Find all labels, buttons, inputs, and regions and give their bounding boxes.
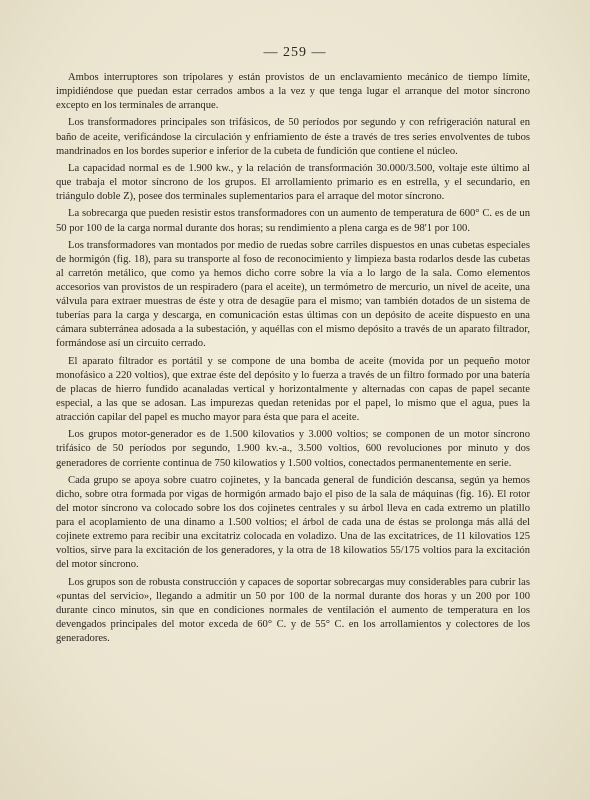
paragraph-cojinetes: Cada grupo se apoya sobre cuatro cojinetes, y la bancada general de fundición descansa, según ya hemos dicho, sobre otra formada por vigas de hormigón armado bajo el piso de la sala de máquinas (fig. 16). El rotor del motor síncrono va colocado sobre los dos cojinetes centrales y su árbol lleva en cada extremo un platillo para el acoplamiento de una dinamo a 1.500 voltios; el árbol de cada una de éstas se prolonga más allá del cojinete extremo para recibir una excitatriz colocada en voladizo. Una de las excitatrices, de 11 kilovatios 125 voltios, sirve para la excitación de los generadores, y la otra de 18 kilowatios 55/175 voltios para la excitación del motor síncrono. bbox=[56, 474, 530, 571]
paragraph-montaje-transformadores: Los transformadores van montados por medio de ruedas sobre carriles dispuestos en unas cubetas especiales de hormigón (fig. 18), para su transporte al foso de reconocimiento y limpieza basta rodarlos desde las cubetas al carretón metálico, que como ya hemos dicho corre sobre la vía a lo largo de la sala. Como elementos accesorios van provistos de un respiradero (para el aceite), un termómetro de mercurio, un nivel de aceite, una válvula para extraer muestras de éste y otra de desagüe para el mismo; van también dotados de un sistema de tuberías para la carga y descarga, en comunicación estas últimas con un depósito de aceite dispuesto en una cámara subterránea adosada a la subestación, y aquéllas con el mismo depósito a través de un aparato filtrador, formándose así un circuito cerrado. bbox=[56, 239, 530, 350]
paragraph-aparato-filtrador: El aparato filtrador es portátil y se compone de una bomba de aceite (movida por un pequeño motor monofásico a 220 voltios), que extrae éste del depósito y lo fuerza a través de un filtro formado por una batería de placas de hierro fundido acanaladas vertical y horizontalmente y alternadas con capas de papel secante especial, a las que se adosan. Las impurezas quedan retenidas por el papel, lo mismo que el agua, pues la atracción capilar del papel es mucho mayor para ésta que para el aceite. bbox=[56, 355, 530, 424]
paragraph-interruptores: Ambos interruptores son tripolares y están provistos de un enclavamiento mecánico de tiempo límite, impidiéndose que puedan estar cerrados ambos a la vez y que tenga lugar el arranque del motor síncrono excepto en los terminales de arranque. bbox=[56, 72, 530, 112]
paragraph-sobrecarga: La sobrecarga que pueden resistir estos transformadores con un aumento de temperatura de 600° C. es de un 50 por 100 de la carga normal durante dos horas; su rendimiento a plena carga es de 98'1 por 100. bbox=[56, 208, 530, 234]
paragraph-transformadores-principales: Los transformadores principales son trifásicos, de 50 períodos por segundo y con refrigeración natural en baño de aceite, verificándose la circulación y enfriamiento de éste a través de tres series envolventes de tubos mandrinados en los bordes superior e inferior de la cubeta de fundición que contiene el núcleo. bbox=[56, 117, 530, 157]
page-number: — 259 — bbox=[263, 45, 327, 60]
body-text bbox=[56, 71, 530, 649]
paragraph-capacidad-normal: La capacidad normal es de 1.900 kw., y la relación de transformación 30.000/3.500, voltaje este último al que trabaja el motor síncrono de los grupos. El arrollamiento primario es en estrella, y el secundario, en triángulo doble Z), posee dos terminales suplementarios para el arraque del motor síncrono. bbox=[56, 162, 530, 203]
paragraph-grupos-motor-generador: Los grupos motor-generador es de 1.500 kilovatios y 3.000 voltios; se componen de un motor síncrono trifásico de 50 períodos por segundo, 1.900 kv.-a., 3.500 voltios, 600 revoluciones por minuto y dos generadores de corriente continua de 750 kilowatios y 1.500 voltios, conectados permanentemente en serie. bbox=[56, 429, 530, 469]
paragraph-robusta-construccion: Los grupos son de robusta construcción y capaces de soportar sobrecargas muy considerables para cubrir las «puntas del servicio», llegando a admitir un 50 por 100 de la normal durante dos horas y un 200 por 100 durante cinco minutos, sin que en condiciones normales de ventilación el aumento de temperatura en los devengados principales del motor exceda de 60° C. y de 55° C. en los arrollamientos y colectores de los generadores. bbox=[56, 576, 530, 645]
